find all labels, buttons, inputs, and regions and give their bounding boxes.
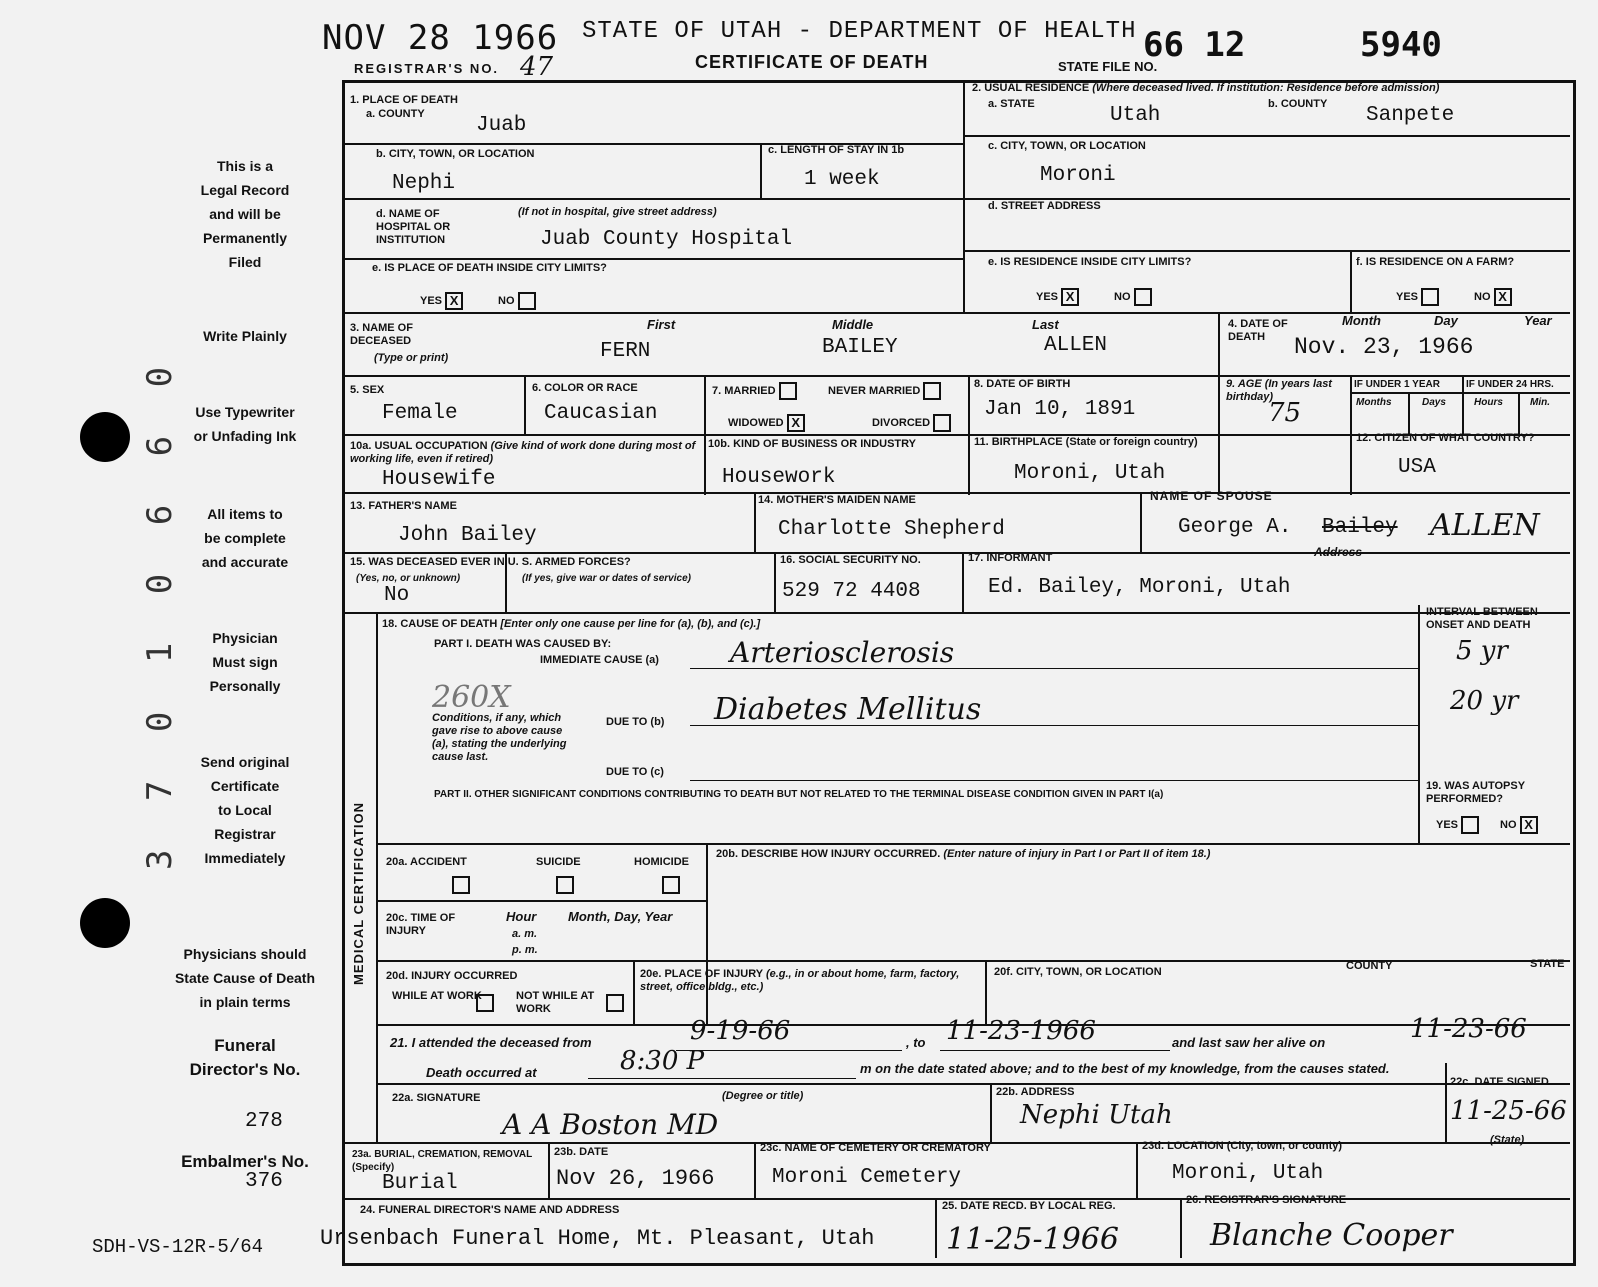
while-at-work-label: WHILE AT WORK — [392, 990, 482, 1002]
registrars-no-label: REGISTRAR'S NO. — [354, 61, 500, 76]
business: Housework — [722, 466, 836, 489]
injury-how-label — [716, 848, 1210, 861]
accident-label: 20a. ACCIDENT — [386, 856, 467, 868]
not-while-at-work-label: NOT WHILE AT WORK — [516, 990, 595, 1015]
burial-location: Moroni, Utah — [1172, 1162, 1324, 1185]
father-name: John Bailey — [398, 524, 537, 547]
residence-county-label: b. COUNTY — [1268, 98, 1328, 110]
last-saw-label: and last saw her alive on — [1172, 1035, 1326, 1050]
residence-street-label: d. STREET ADDRESS — [988, 200, 1101, 212]
legal-line-5: Filed — [228, 254, 262, 270]
widowed-label: WIDOWED — [728, 416, 784, 429]
residence-inside-yes — [1036, 288, 1079, 306]
form-code: SDH-VS-12R-5/64 — [92, 1236, 264, 1258]
yes-label: YES — [1436, 818, 1459, 831]
spouse-name: George A. — [1178, 516, 1292, 539]
death-date: Nov. 23, 1966 — [1294, 334, 1474, 360]
occupation-note: (Give kind of work done during most of working life, even if retired) — [350, 440, 696, 465]
homicide-checkbox[interactable] — [662, 876, 680, 894]
injury-occurred-label: 20d. INJURY OCCURRED — [386, 970, 518, 982]
occupation-title: 10a. USUAL OCCUPATION — [350, 440, 488, 452]
residence-state-label: a. STATE — [988, 98, 1035, 110]
hours-label: Hours — [1474, 397, 1503, 408]
death-inside-limits-label: e. IS PLACE OF DEATH INSIDE CITY LIMITS? — [372, 262, 607, 274]
yes-label: YES — [420, 294, 443, 307]
due-to-b: Diabetes Mellitus — [714, 692, 982, 727]
suicide-label: SUICIDE — [536, 856, 581, 868]
deceased-name-note: (Type or print) — [374, 352, 449, 364]
cause-code: 260X — [432, 680, 511, 715]
pm-label: p. m. — [512, 944, 538, 956]
widowed-option — [728, 414, 805, 432]
never-married-label: NEVER MARRIED — [828, 384, 921, 397]
physician-line-1: Physician — [212, 630, 278, 646]
mother-label: 14. MOTHER'S MAIDEN NAME — [758, 494, 916, 506]
residence-label — [972, 82, 1562, 95]
write-plainly-note: Write Plainly — [203, 328, 287, 344]
residence-note: (Where deceased lived. If institution: Residence before admission) — [1092, 82, 1440, 94]
complete-line-1: All items to — [207, 506, 283, 522]
armed-forces-note-2: (If yes, give war or dates of service) — [522, 573, 691, 584]
physician-line-3: Personally — [209, 678, 281, 694]
residence-county: Sanpete — [1366, 104, 1455, 127]
attended-from: 9-19-66 — [690, 1016, 791, 1046]
informant: Ed. Bailey, Moroni, Utah — [988, 576, 1291, 599]
months-label: Months — [1356, 397, 1392, 408]
residence-city-label: c. CITY, TOWN, OR LOCATION — [988, 140, 1146, 152]
to-label: , to — [906, 1035, 926, 1050]
middle-label: Middle — [832, 317, 874, 332]
am-label: a. m. — [512, 928, 538, 940]
typewriter-note — [170, 400, 320, 448]
homicide-label: HOMICIDE — [634, 856, 689, 868]
mother-name: Charlotte Shepherd — [778, 518, 1005, 541]
hospital-label: d. NAME OF HOSPITAL OR INSTITUTION — [376, 208, 451, 246]
legal-line-1: This is a — [216, 158, 274, 174]
divorced-label: DIVORCED — [872, 416, 931, 429]
farm-yes-checkbox[interactable] — [1421, 288, 1439, 306]
suicide-checkbox[interactable] — [556, 876, 574, 894]
registrar-signature-label: 26. REGISTRAR'S SIGNATURE — [1186, 1194, 1347, 1206]
spouse-struck-name: Bailey — [1322, 516, 1398, 539]
ssn-label: 16. SOCIAL SECURITY NO. — [780, 554, 921, 566]
death-city-label: b. CITY, TOWN, OR LOCATION — [376, 148, 535, 160]
residence-inside-no — [1114, 288, 1152, 306]
stay-label: c. LENGTH OF STAY IN 1b — [768, 144, 905, 156]
under-1-year-label: IF UNDER 1 YEAR — [1354, 379, 1440, 390]
complete-line-2: be complete — [204, 530, 286, 546]
physician-signature: A A Boston MD — [502, 1108, 719, 1141]
physician-line-2: Must sign — [212, 654, 278, 670]
place-of-injury-label — [640, 968, 980, 994]
funeral-director-label: 24. FUNERAL DIRECTOR'S NAME AND ADDRESS — [360, 1204, 620, 1216]
race: Caucasian — [544, 402, 658, 425]
degree-label: (Degree or title) — [722, 1090, 804, 1102]
injury-city-label: 20f. CITY, TOWN, OR LOCATION — [994, 966, 1162, 978]
state-file-b: 5940 — [1360, 25, 1442, 65]
injury-state-label: STATE — [1530, 958, 1565, 970]
funeral-no-line-2: Director's No. — [189, 1060, 301, 1079]
cause-label — [382, 618, 760, 631]
married-checkbox[interactable] — [779, 382, 797, 400]
funeral-no: 278 — [245, 1110, 283, 1133]
death-county-label: a. COUNTY — [366, 108, 425, 120]
hospital-name: Juab County Hospital — [540, 228, 793, 251]
autopsy-no — [1500, 816, 1538, 834]
cemetery: Moroni Cemetery — [772, 1166, 962, 1189]
while-at-work-checkbox[interactable] — [476, 994, 494, 1012]
birthplace-label: 11. BIRTHPLACE (State or foreign country) — [974, 436, 1198, 448]
father-label: 13. FATHER'S NAME — [350, 500, 457, 512]
month-label: Month — [1342, 313, 1381, 328]
date-signed-label: 22c. DATE SIGNED — [1450, 1076, 1549, 1088]
registrars-no: 47 — [520, 52, 554, 82]
hospital-note: (If not in hospital, give street address) — [518, 206, 717, 218]
autopsy-label: 19. WAS AUTOPSY PERFORMED? — [1426, 780, 1525, 805]
no-label: NO — [1114, 290, 1131, 303]
form-title: STATE OF UTAH - DEPARTMENT OF HEALTH — [582, 18, 1137, 45]
race-label: 6. COLOR OR RACE — [532, 382, 638, 394]
send-original-note — [170, 750, 320, 870]
physician-address-label: 22b. ADDRESS — [996, 1086, 1075, 1098]
death-city: Nephi — [392, 172, 456, 195]
spouse-surname-handwritten: ALLEN — [1430, 508, 1540, 543]
residence-inside-no-checkbox[interactable] — [1134, 288, 1152, 306]
residence-inside-yes-checkbox[interactable]: X — [1061, 288, 1079, 306]
residence-title: 2. USUAL RESIDENCE — [972, 82, 1090, 94]
date-signed: 11-25-66 — [1450, 1096, 1567, 1126]
received-date-label: 25. DATE RECD. BY LOCAL REG. — [942, 1200, 1116, 1212]
death-occurred-time: 8:30 P — [620, 1046, 705, 1076]
medical-certification-label: MEDICAL CERTIFICATION — [351, 801, 366, 985]
physician-signature-label: 22a. SIGNATURE — [392, 1092, 481, 1104]
age-label: 9. AGE (In years last birthday) — [1226, 378, 1332, 403]
hour-label: Hour — [506, 909, 537, 924]
typewriter-line-1: Use Typewriter — [195, 404, 295, 420]
autopsy-no-checkbox[interactable]: X — [1520, 816, 1538, 834]
armed-forces-note: (Yes, no, or unknown) — [356, 573, 461, 584]
physician-address: Nephi Utah — [1020, 1100, 1173, 1130]
day-label: Day — [1434, 313, 1458, 328]
state-file-label: STATE FILE NO. — [1058, 59, 1158, 74]
no-label: NO — [498, 294, 515, 307]
death-inside-yes — [420, 292, 463, 310]
farm-label: f. IS RESIDENCE ON A FARM? — [1356, 256, 1515, 268]
sex-label: 5. SEX — [350, 384, 385, 396]
legal-record-note — [170, 154, 320, 274]
received-date: 11-25-1966 — [946, 1222, 1119, 1257]
birth-date-label: 8. DATE OF BIRTH — [974, 378, 1071, 390]
not-while-at-work-option — [516, 990, 596, 1016]
no-label: NO — [1500, 818, 1517, 831]
cause-note: [Enter only one cause per line for (a), (b), and (c).] — [500, 618, 761, 630]
complete-note — [170, 502, 320, 574]
embalmer-no: 376 — [245, 1170, 283, 1193]
immediate-cause: Arteriosclerosis — [730, 636, 955, 669]
first-name: FERN — [600, 340, 651, 363]
autopsy-yes — [1436, 816, 1479, 834]
conditions-note: Conditions, if any, which gave rise to above cause (a), stating the underlying cause last. — [432, 712, 567, 763]
citizen: USA — [1398, 456, 1436, 479]
residence-inside-label: e. IS RESIDENCE INSIDE CITY LIMITS? — [988, 256, 1192, 268]
business-label: 10b. KIND OF BUSINESS OR INDUSTRY — [708, 438, 917, 450]
state-file-a: 66 12 — [1143, 25, 1246, 65]
occupation: Housewife — [382, 468, 496, 491]
registrar-signature: Blanche Cooper — [1210, 1218, 1453, 1253]
residence-city: Moroni — [1040, 164, 1116, 187]
farm-yes — [1396, 288, 1439, 306]
place-of-injury-note: (e.g., in or about home, farm, factory, street, office bldg., etc.) — [640, 968, 960, 993]
punch-hole-bottom — [80, 898, 130, 948]
place-of-death-label: 1. PLACE OF DEATH — [350, 94, 458, 106]
send-line-5: Immediately — [204, 850, 286, 866]
punch-hole-top — [80, 412, 130, 462]
last-label: Last — [1032, 317, 1059, 332]
autopsy-yes-checkbox[interactable] — [1461, 816, 1479, 834]
farm-no — [1474, 288, 1512, 306]
part-2-label: PART II. OTHER SIGNIFICANT CONDITIONS CONTRIBUTING TO DEATH BUT NOT RELATED TO THE TERMINAL DISEASE CONDITION GIVEN IN PART I(a) — [434, 789, 1164, 800]
divorced-option — [872, 414, 951, 432]
residence-state: Utah — [1110, 104, 1161, 127]
physicians-line-3: in plain terms — [199, 994, 291, 1010]
armed-forces-label: 15. WAS DECEASED EVER IN U. S. ARMED FORCES? — [350, 556, 631, 568]
middle-name: BAILEY — [822, 336, 898, 359]
citizen-label: 12. CITIZEN OF WHAT COUNTRY? — [1356, 432, 1535, 444]
min-label: Min. — [1530, 397, 1550, 408]
age: 75 — [1268, 398, 1302, 428]
days-label: Days — [1422, 397, 1446, 408]
physicians-line-2: State Cause of Death — [174, 970, 316, 986]
place-of-injury-title: 20e. PLACE OF INJURY — [640, 968, 763, 980]
send-line-4: Registrar — [214, 826, 276, 842]
burial-method: Burial — [382, 1172, 458, 1195]
death-inside-yes-checkbox[interactable]: X — [445, 292, 463, 310]
burial-state-note: (State) — [1490, 1134, 1525, 1146]
time-of-injury-label: 20c. TIME OF INJURY — [386, 912, 456, 937]
legal-line-2: Legal Record — [200, 182, 290, 198]
spouse-label: NAME OF SPOUSE — [1150, 489, 1273, 503]
injury-how-note: (Enter nature of injury in Part I or Part II of item 18.) — [943, 848, 1211, 860]
death-date-label: 4. DATE OF DEATH — [1228, 318, 1288, 343]
death-county: Juab — [476, 114, 527, 137]
stamp-date: NOV 28 1966 — [322, 18, 559, 58]
attended-to: 11-23-1966 — [946, 1016, 1096, 1046]
accident-checkbox[interactable] — [452, 876, 470, 894]
no-label: NO — [1474, 290, 1491, 303]
first-label: First — [647, 317, 676, 332]
death-occurred-label: Death occurred at — [426, 1065, 537, 1080]
occupation-label — [350, 440, 702, 466]
deceased-name-label: 3. NAME OF DECEASED — [350, 322, 413, 347]
armed-forces: No — [384, 584, 410, 607]
interval-b: 20 yr — [1450, 686, 1519, 716]
physicians-line-1: Physicians should — [183, 946, 307, 962]
send-line-3: to Local — [218, 802, 272, 818]
death-inside-no — [498, 292, 536, 310]
farm-no-checkbox[interactable]: X — [1494, 288, 1512, 306]
death-inside-no-checkbox[interactable] — [518, 292, 536, 310]
certificate-title: CERTIFICATE OF DEATH — [695, 52, 929, 72]
part-1-label: PART I. DEATH WAS CAUSED BY: — [434, 638, 612, 650]
complete-line-3: and accurate — [201, 554, 289, 570]
injury-county-label: COUNTY — [1346, 960, 1393, 972]
never-married-option — [828, 382, 941, 400]
stay-length: 1 week — [804, 168, 880, 191]
legal-line-3: and will be — [209, 206, 281, 222]
attended-label: 21. I attended the deceased from — [390, 1035, 592, 1050]
send-line-1: Send original — [200, 754, 290, 770]
ssn: 529 72 4408 — [782, 580, 921, 603]
married-label: 7. MARRIED — [712, 384, 776, 397]
injury-how-title: 20b. DESCRIBE HOW INJURY OCCURRED. — [716, 848, 941, 860]
due-to-c-label: DUE TO (c) — [606, 766, 664, 778]
last-name: ALLEN — [1044, 334, 1108, 357]
burial-date: Nov 26, 1966 — [556, 1166, 715, 1191]
spouse-address-label: Address — [1314, 545, 1363, 559]
due-to-b-label: DUE TO (b) — [606, 716, 665, 728]
send-line-2: Certificate — [210, 778, 280, 794]
married-option — [712, 382, 797, 400]
burial-location-label: 23d. LOCATION (City, town, or county) — [1142, 1140, 1343, 1152]
interval-label: INTERVAL BETWEEN ONSET AND DEATH — [1426, 606, 1538, 631]
funeral-director: Ursenbach Funeral Home, Mt. Pleasant, Utah — [320, 1226, 875, 1251]
birthplace: Moroni, Utah — [1014, 462, 1166, 485]
yes-label: YES — [1396, 290, 1419, 303]
death-occurred-tail: m on the date stated above; and to the best of my knowledge, from the causes stated. — [860, 1061, 1390, 1076]
divorced-checkbox[interactable] — [933, 414, 951, 432]
physician-note — [170, 626, 320, 698]
legal-line-4: Permanently — [202, 230, 288, 246]
immediate-cause-label: IMMEDIATE CAUSE (a) — [540, 654, 659, 666]
cause-title: 18. CAUSE OF DEATH — [382, 618, 498, 630]
interval-a: 5 yr — [1456, 636, 1508, 666]
never-married-checkbox[interactable] — [923, 382, 941, 400]
vertical-file-number: 3 7 0 1 0 6 6 0 — [140, 352, 180, 870]
informant-label: 17. INFORMANT — [968, 552, 1053, 564]
physicians-state-note — [160, 942, 330, 1014]
cemetery-label: 23c. NAME OF CEMETERY OR CREMATORY — [760, 1142, 991, 1154]
under-24-hrs-label: IF UNDER 24 HRS. — [1466, 379, 1554, 390]
typewriter-line-2: or Unfading Ink — [193, 428, 297, 444]
funeral-no-label — [160, 1034, 330, 1082]
widowed-checkbox[interactable]: X — [787, 414, 805, 432]
mdy-label: Month, Day, Year — [568, 909, 673, 924]
birth-date: Jan 10, 1891 — [984, 398, 1136, 421]
burial-date-label: 23b. DATE — [554, 1146, 609, 1158]
funeral-no-line-1: Funeral — [214, 1036, 276, 1055]
year-label: Year — [1524, 313, 1552, 328]
not-while-at-work-checkbox[interactable] — [606, 994, 624, 1012]
burial-method-label: 23a. BURIAL, CREMATION, REMOVAL (Specify) — [352, 1149, 533, 1173]
last-saw: 11-23-66 — [1410, 1014, 1527, 1044]
sex: Female — [382, 402, 458, 425]
embalmer-no-label: Embalmer's No. — [181, 1152, 309, 1171]
yes-label: YES — [1036, 290, 1059, 303]
